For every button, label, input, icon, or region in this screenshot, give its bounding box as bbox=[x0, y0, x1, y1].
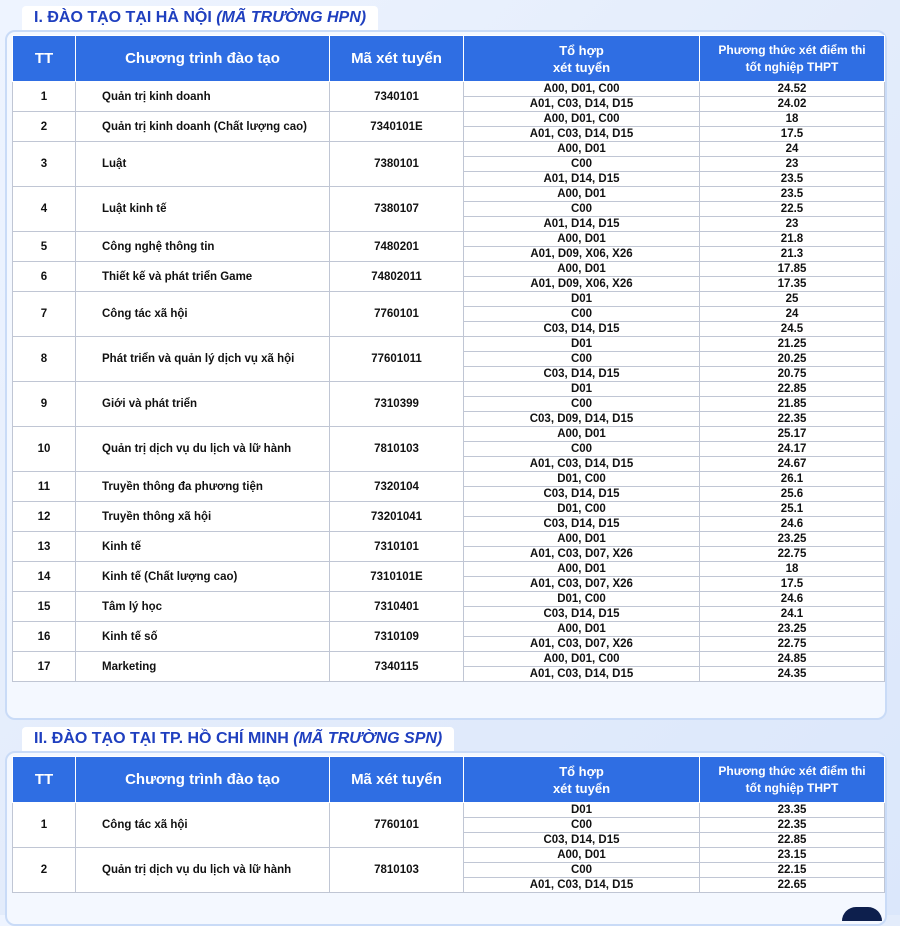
program-name: Phát triển và quản lý dịch vụ xã hội bbox=[76, 337, 330, 382]
section1-title bbox=[22, 6, 378, 33]
row-number: 7 bbox=[13, 292, 76, 337]
section1-title-main: I. ĐÀO TẠO TẠI HÀ NỘI bbox=[34, 9, 217, 26]
program-name: Quản trị kinh doanh bbox=[76, 82, 330, 112]
row-number: 1 bbox=[13, 82, 76, 112]
section2-title-main: II. ĐÀO TẠO TẠI TP. HỒ CHÍ MINH bbox=[34, 730, 294, 747]
cutoff-score: 24.85 bbox=[700, 652, 885, 667]
subject-combination: A00, D01 bbox=[464, 232, 700, 247]
subject-combination: A00, D01 bbox=[464, 622, 700, 637]
cutoff-score: 20.25 bbox=[700, 352, 885, 367]
cutoff-score: 22.85 bbox=[700, 833, 885, 848]
subject-combination: C00 bbox=[464, 307, 700, 322]
program-name: Kinh tế số bbox=[76, 622, 330, 652]
cutoff-score: 24.5 bbox=[700, 322, 885, 337]
subject-combination: C00 bbox=[464, 157, 700, 172]
table-row bbox=[13, 562, 885, 577]
subject-combination: A01, D09, X06, X26 bbox=[464, 247, 700, 262]
cutoff-score: 25 bbox=[700, 292, 885, 307]
cutoff-score: 25.17 bbox=[700, 427, 885, 442]
subject-combination: A01, C03, D14, D15 bbox=[464, 878, 700, 893]
admission-code: 77601011 bbox=[330, 337, 464, 382]
program-name: Kinh tế bbox=[76, 532, 330, 562]
row-number: 13 bbox=[13, 532, 76, 562]
table-row bbox=[13, 848, 885, 863]
cutoff-score: 18 bbox=[700, 112, 885, 127]
header-method bbox=[700, 36, 885, 82]
admission-code: 74802011 bbox=[330, 262, 464, 292]
table-row bbox=[13, 532, 885, 547]
table-row bbox=[13, 803, 885, 818]
header-combo-line1: Tổ hợp bbox=[559, 42, 604, 58]
header-combo bbox=[464, 36, 700, 82]
cutoff-score: 25.1 bbox=[700, 502, 885, 517]
admission-code: 7340101E bbox=[330, 112, 464, 142]
admission-code: 7810103 bbox=[330, 848, 464, 893]
admission-code: 7480201 bbox=[330, 232, 464, 262]
subject-combination: C03, D09, D14, D15 bbox=[464, 412, 700, 427]
cutoff-score: 21.85 bbox=[700, 397, 885, 412]
table-row bbox=[13, 622, 885, 637]
row-number: 3 bbox=[13, 142, 76, 187]
program-name: Công tác xã hội bbox=[76, 803, 330, 848]
row-number: 15 bbox=[13, 592, 76, 622]
section1-panel bbox=[5, 30, 887, 720]
header-method-line1: Phương thức xét điểm thi bbox=[718, 42, 866, 57]
header-code: Mã xét tuyển bbox=[330, 36, 464, 82]
program-name: Quản trị dịch vụ du lịch và lữ hành bbox=[76, 848, 330, 893]
subject-combination: C00 bbox=[464, 202, 700, 217]
header-combo-line1: Tổ hợp bbox=[559, 763, 604, 779]
subject-combination: A01, D14, D15 bbox=[464, 217, 700, 232]
subject-combination: A00, D01 bbox=[464, 262, 700, 277]
cutoff-score: 24 bbox=[700, 142, 885, 157]
admission-code: 7810103 bbox=[330, 427, 464, 472]
header-combo bbox=[464, 757, 700, 803]
row-number: 6 bbox=[13, 262, 76, 292]
cutoff-score: 23.5 bbox=[700, 187, 885, 202]
program-name: Kinh tế (Chất lượng cao) bbox=[76, 562, 330, 592]
cutoff-score: 24.67 bbox=[700, 457, 885, 472]
cutoff-score: 22.5 bbox=[700, 202, 885, 217]
cutoff-score: 26.1 bbox=[700, 472, 885, 487]
row-number: 11 bbox=[13, 472, 76, 502]
table-row bbox=[13, 652, 885, 667]
subject-combination: A01, C03, D14, D15 bbox=[464, 97, 700, 112]
section1-table bbox=[12, 35, 885, 682]
cutoff-score: 21.3 bbox=[700, 247, 885, 262]
subject-combination: C00 bbox=[464, 352, 700, 367]
cutoff-score: 21.8 bbox=[700, 232, 885, 247]
row-number: 5 bbox=[13, 232, 76, 262]
subject-combination: C03, D14, D15 bbox=[464, 322, 700, 337]
program-name: Thiết kế và phát triển Game bbox=[76, 262, 330, 292]
subject-combination: A01, D14, D15 bbox=[464, 172, 700, 187]
subject-combination: D01 bbox=[464, 292, 700, 307]
program-name: Quản trị kinh doanh (Chất lượng cao) bbox=[76, 112, 330, 142]
cutoff-score: 23.35 bbox=[700, 803, 885, 818]
cutoff-score: 24.1 bbox=[700, 607, 885, 622]
section2-table bbox=[12, 756, 885, 893]
header-code: Mã xét tuyển bbox=[330, 757, 464, 803]
corner-decoration bbox=[842, 907, 882, 921]
cutoff-score: 17.5 bbox=[700, 127, 885, 142]
table-row bbox=[13, 142, 885, 157]
section1-title-school-code: (MÃ TRƯỜNG HPN) bbox=[216, 9, 367, 26]
cutoff-score: 23 bbox=[700, 217, 885, 232]
cutoff-score: 24.02 bbox=[700, 97, 885, 112]
header-combo-line2: xét tuyển bbox=[552, 780, 611, 796]
subject-combination: C03, D14, D15 bbox=[464, 607, 700, 622]
admission-code: 7340101 bbox=[330, 82, 464, 112]
program-name: Tâm lý học bbox=[76, 592, 330, 622]
row-number: 2 bbox=[13, 848, 76, 893]
subject-combination: A00, D01 bbox=[464, 532, 700, 547]
table-row bbox=[13, 112, 885, 127]
row-number: 17 bbox=[13, 652, 76, 682]
program-name: Marketing bbox=[76, 652, 330, 682]
header-tt: TT bbox=[13, 757, 76, 803]
cutoff-score: 21.25 bbox=[700, 337, 885, 352]
subject-combination: D01 bbox=[464, 382, 700, 397]
subject-combination: C03, D14, D15 bbox=[464, 487, 700, 502]
cutoff-score: 22.15 bbox=[700, 863, 885, 878]
table-row bbox=[13, 337, 885, 352]
admission-code: 7310109 bbox=[330, 622, 464, 652]
cutoff-score: 17.35 bbox=[700, 277, 885, 292]
subject-combination: C03, D14, D15 bbox=[464, 367, 700, 382]
table-row bbox=[13, 382, 885, 397]
table-row bbox=[13, 82, 885, 97]
table-row bbox=[13, 502, 885, 517]
section2-title-school-code: (MÃ TRƯỜNG SPN) bbox=[293, 730, 443, 747]
subject-combination: A00, D01 bbox=[464, 187, 700, 202]
subject-combination: A01, C03, D14, D15 bbox=[464, 127, 700, 142]
cutoff-score: 22.35 bbox=[700, 818, 885, 833]
cutoff-score: 24.52 bbox=[700, 82, 885, 97]
cutoff-score: 22.75 bbox=[700, 637, 885, 652]
subject-combination: A00, D01, C00 bbox=[464, 652, 700, 667]
cutoff-score: 17.85 bbox=[700, 262, 885, 277]
row-number: 10 bbox=[13, 427, 76, 472]
cutoff-score: 24.17 bbox=[700, 442, 885, 457]
section2-panel bbox=[5, 751, 887, 926]
subject-combination: A01, C03, D14, D15 bbox=[464, 667, 700, 682]
cutoff-score: 22.35 bbox=[700, 412, 885, 427]
subject-combination: A01, C03, D07, X26 bbox=[464, 577, 700, 592]
program-name: Quản trị dịch vụ du lịch và lữ hành bbox=[76, 427, 330, 472]
table-row bbox=[13, 592, 885, 607]
cutoff-score: 23.25 bbox=[700, 622, 885, 637]
cutoff-score: 22.75 bbox=[700, 547, 885, 562]
subject-combination: C03, D14, D15 bbox=[464, 833, 700, 848]
subject-combination: C00 bbox=[464, 818, 700, 833]
admission-code: 7310101E bbox=[330, 562, 464, 592]
program-name: Luật kinh tế bbox=[76, 187, 330, 232]
cutoff-score: 24.6 bbox=[700, 517, 885, 532]
admission-code: 7310101 bbox=[330, 532, 464, 562]
admission-code: 73201041 bbox=[330, 502, 464, 532]
header-method-line2: tốt nghiệp THPT bbox=[745, 59, 839, 74]
subject-combination: A00, D01, C00 bbox=[464, 112, 700, 127]
subject-combination: A00, D01, C00 bbox=[464, 82, 700, 97]
program-name: Giới và phát triển bbox=[76, 382, 330, 427]
subject-combination: A01, C03, D07, X26 bbox=[464, 637, 700, 652]
row-number: 16 bbox=[13, 622, 76, 652]
table-row bbox=[13, 427, 885, 442]
program-name: Công nghệ thông tin bbox=[76, 232, 330, 262]
subject-combination: C03, D14, D15 bbox=[464, 517, 700, 532]
cutoff-score: 23.15 bbox=[700, 848, 885, 863]
table-row bbox=[13, 472, 885, 487]
admission-code: 7310399 bbox=[330, 382, 464, 427]
subject-combination: A01, C03, D07, X26 bbox=[464, 547, 700, 562]
subject-combination: A01, D09, X06, X26 bbox=[464, 277, 700, 292]
header-program: Chương trình đào tạo bbox=[76, 36, 330, 82]
row-number: 4 bbox=[13, 187, 76, 232]
cutoff-score: 23.5 bbox=[700, 172, 885, 187]
header-combo-line2: xét tuyển bbox=[552, 59, 611, 75]
subject-combination: A00, D01 bbox=[464, 427, 700, 442]
header-tt: TT bbox=[13, 36, 76, 82]
cutoff-score: 24.35 bbox=[700, 667, 885, 682]
row-number: 2 bbox=[13, 112, 76, 142]
subject-combination: A00, D01 bbox=[464, 142, 700, 157]
subject-combination: A00, D01 bbox=[464, 562, 700, 577]
program-name: Truyền thông đa phương tiện bbox=[76, 472, 330, 502]
cutoff-score: 24.6 bbox=[700, 592, 885, 607]
subject-combination: D01 bbox=[464, 337, 700, 352]
row-number: 14 bbox=[13, 562, 76, 592]
row-number: 8 bbox=[13, 337, 76, 382]
header-program: Chương trình đào tạo bbox=[76, 757, 330, 803]
table-row bbox=[13, 232, 885, 247]
subject-combination: A00, D01 bbox=[464, 848, 700, 863]
subject-combination: D01 bbox=[464, 803, 700, 818]
admission-code: 7340115 bbox=[330, 652, 464, 682]
cutoff-score: 23.25 bbox=[700, 532, 885, 547]
program-name: Công tác xã hội bbox=[76, 292, 330, 337]
admission-code: 7760101 bbox=[330, 803, 464, 848]
admission-code: 7380101 bbox=[330, 142, 464, 187]
header-method bbox=[700, 757, 885, 803]
row-number: 12 bbox=[13, 502, 76, 532]
subject-combination: C00 bbox=[464, 442, 700, 457]
subject-combination: D01, C00 bbox=[464, 472, 700, 487]
cutoff-score: 18 bbox=[700, 562, 885, 577]
cutoff-score: 22.85 bbox=[700, 382, 885, 397]
subject-combination: C00 bbox=[464, 397, 700, 412]
row-number: 9 bbox=[13, 382, 76, 427]
section2-title bbox=[22, 727, 454, 754]
cutoff-score: 23 bbox=[700, 157, 885, 172]
program-name: Luật bbox=[76, 142, 330, 187]
admission-code: 7320104 bbox=[330, 472, 464, 502]
cutoff-score: 25.6 bbox=[700, 487, 885, 502]
cutoff-score: 24 bbox=[700, 307, 885, 322]
subject-combination: C00 bbox=[464, 863, 700, 878]
subject-combination: D01, C00 bbox=[464, 592, 700, 607]
header-method-line1: Phương thức xét điểm thi bbox=[718, 763, 866, 778]
subject-combination: D01, C00 bbox=[464, 502, 700, 517]
admission-code: 7310401 bbox=[330, 592, 464, 622]
cutoff-score: 20.75 bbox=[700, 367, 885, 382]
cutoff-score: 17.5 bbox=[700, 577, 885, 592]
program-name: Truyền thông xã hội bbox=[76, 502, 330, 532]
row-number: 1 bbox=[13, 803, 76, 848]
header-method-line2: tốt nghiệp THPT bbox=[745, 780, 839, 795]
cutoff-score: 22.65 bbox=[700, 878, 885, 893]
table-row bbox=[13, 187, 885, 202]
admission-code: 7380107 bbox=[330, 187, 464, 232]
table-row bbox=[13, 262, 885, 277]
subject-combination: A01, C03, D14, D15 bbox=[464, 457, 700, 472]
table-row bbox=[13, 292, 885, 307]
admission-code: 7760101 bbox=[330, 292, 464, 337]
